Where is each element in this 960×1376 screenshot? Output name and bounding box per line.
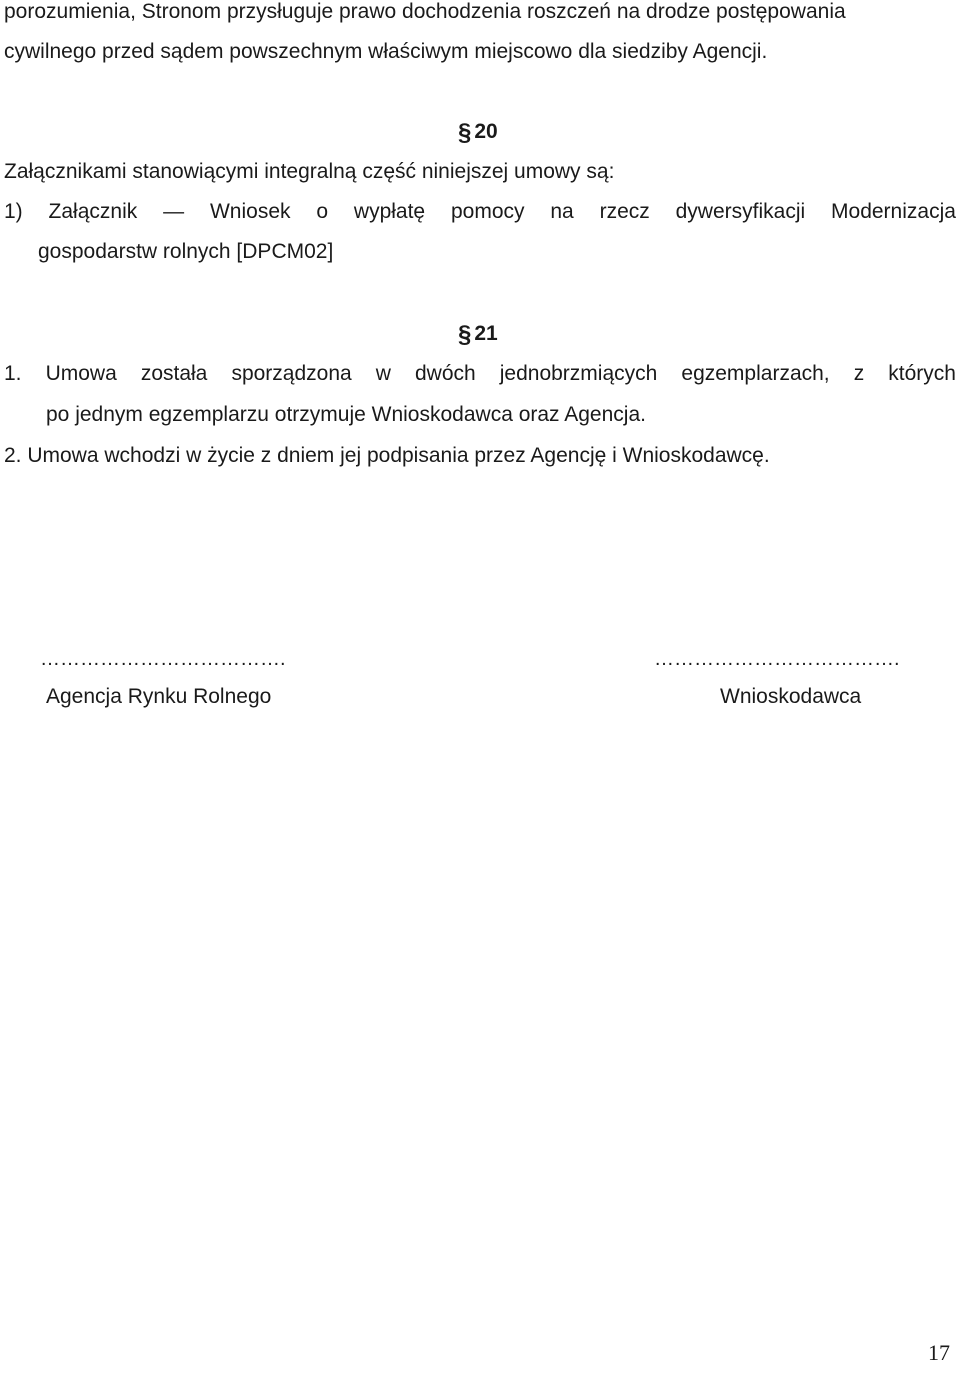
intro-line-1: porozumienia, Stronom przysługuje prawo dochodzenia roszczeń na drodze postępowania	[4, 0, 846, 23]
section-21-paragraph-2: 2. Umowa wchodzi w życie z dniem jej podpisania przez Agencję i Wnioskodawcę.	[4, 444, 770, 467]
word: o	[316, 200, 329, 223]
word: Modernizacja	[831, 200, 956, 223]
section-20-item-1	[4, 200, 956, 224]
word: wypłatę	[353, 200, 426, 223]
word: 1.	[4, 362, 22, 385]
section-number: 21	[474, 322, 498, 345]
signature-label-applicant: Wnioskodawca	[720, 685, 862, 708]
word: została	[140, 362, 208, 385]
word: dwóch	[414, 362, 476, 385]
word: —	[163, 200, 185, 223]
signature-label-agency: Agencja Rynku Rolnego	[46, 685, 272, 708]
word: na	[550, 200, 574, 223]
word: jednobrzmiących	[499, 362, 658, 385]
word: egzemplarzach,	[681, 362, 830, 385]
word: dywersyfikacji	[675, 200, 806, 223]
word: pomocy	[450, 200, 525, 223]
word: w	[375, 362, 391, 385]
section-20-lead: Załącznikami stanowiącymi integralną część niniejszej umowy są:	[4, 160, 615, 183]
section-symbol: §	[458, 321, 472, 348]
section-21-paragraph-1	[4, 362, 956, 386]
word: Załącznik	[48, 200, 138, 223]
section-21-heading	[458, 322, 498, 347]
word: Wniosek	[209, 200, 291, 223]
section-symbol: §	[458, 119, 472, 146]
word: rzecz	[599, 200, 650, 223]
signature-line-agency: ……………………………….	[40, 648, 286, 670]
section-21-paragraph-1-continuation: po jednym egzemplarzu otrzymuje Wnioskodawca oraz Agencja.	[46, 403, 646, 426]
word: sporządzona	[231, 362, 352, 385]
word: których	[888, 362, 956, 385]
intro-line-2: cywilnego przed sądem powszechnym właściwym miejscowo dla siedziby Agencji.	[4, 40, 768, 63]
section-20-heading	[458, 120, 498, 145]
word: Umowa	[45, 362, 117, 385]
section-number: 20	[474, 120, 498, 143]
signature-line-applicant: ……………………………….	[654, 648, 900, 670]
word: z	[853, 362, 865, 385]
page-number: 17	[928, 1340, 950, 1365]
word: 1)	[4, 200, 23, 223]
section-20-item-1-continuation: gospodarstw rolnych [DPCM02]	[38, 240, 334, 263]
